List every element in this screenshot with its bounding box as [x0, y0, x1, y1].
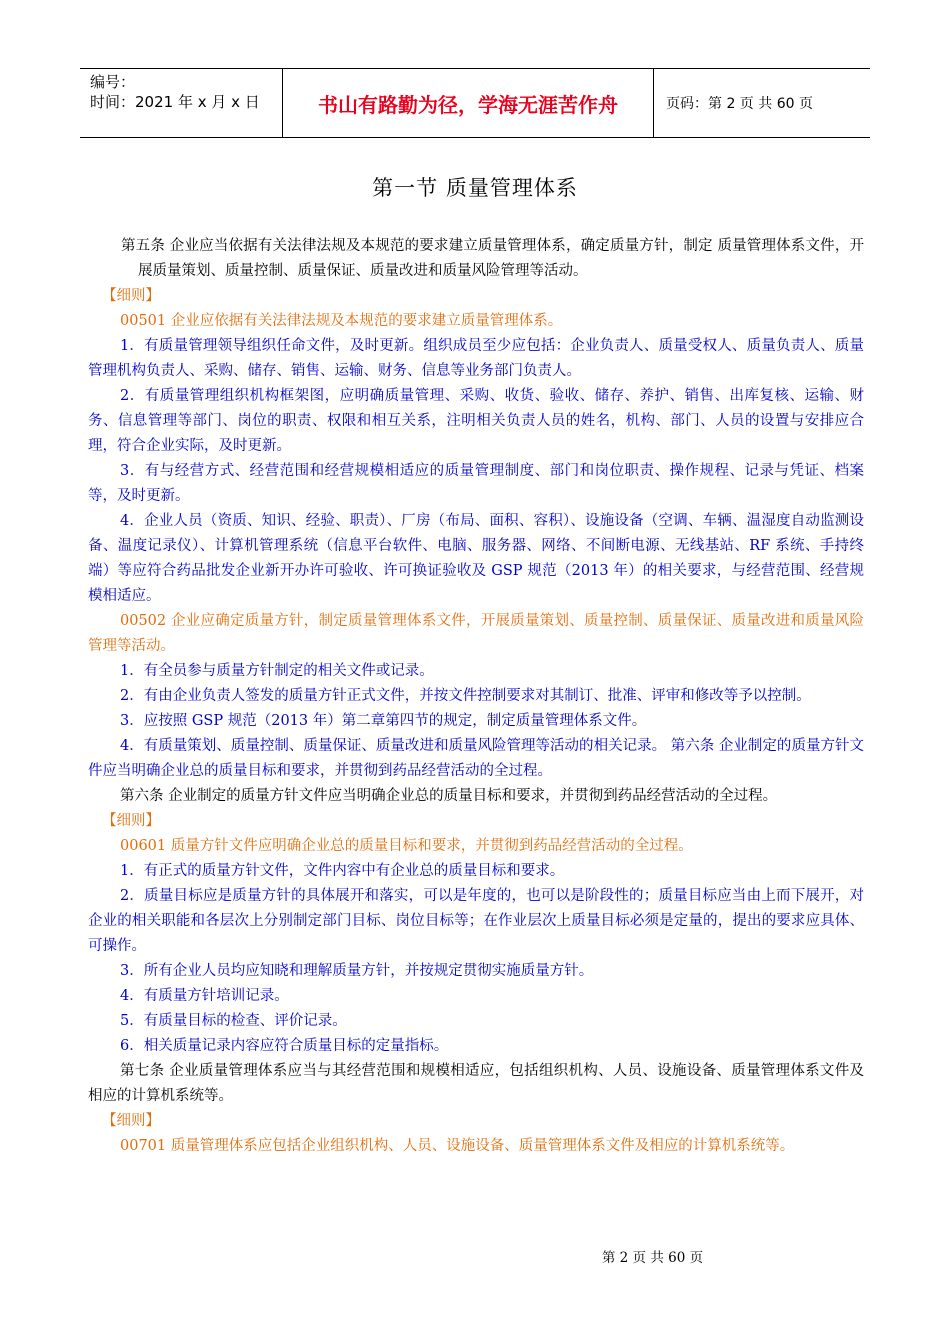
paragraph: 1．有质量管理领导组织任命文件，及时更新。组织成员至少应包括：企业负责人、质量受权人、质量负责人、质量管理机构负责人、采购、储存、销售、运输、财务、信息等业务部门负责人。	[88, 338, 864, 379]
paragraph: 00601 质量方针文件应明确企业总的质量目标和要求，并贯彻到药品经营活动的全过程。	[120, 838, 693, 854]
paragraph: 2．有质量管理组织机构框架图，应明确质量管理、采购、收货、验收、储存、养护、销售、出库复核、运输、财务、信息管理等部门、岗位的职责、权限和相互关系，注明相关负责人员的姓名，机构、部门、人员的设置与安排应合理，符合企业实际，及时更新。	[88, 388, 864, 454]
page-header-table	[80, 68, 870, 138]
section-title: 第一节 质量管理体系	[372, 176, 578, 200]
paragraph: 5．有质量目标的检查、评价记录。	[120, 1013, 347, 1029]
paragraph: 2．质量目标应是质量方针的具体展开和落实，可以是年度的，也可以是阶段性的；质量目标应当由上而下展开，对企业的相关职能和各层次上分别制定部门目标、岗位目标等；在作业层次上质量目标必须是定量的，提出的要求应具体、可操作。	[88, 888, 864, 954]
header-motto: 书山有路勤为径，学海无涯苦作舟	[282, 69, 654, 137]
time-label: 时间：2021 年 x 月 x 日	[90, 93, 260, 111]
paragraph: 4．企业人员（资质、知识、经验、职责）、厂房（布局、面积、容积）、设施设备（空调、车辆、温湿度自动监测设备、温度记录仪）、计算机管理系统（信息平台软件、电脑、服务器、网络、不间断电源、无线基站、RF 系统、手持终端）等应符合药品批发企业新开办许可验收、许可换证验收及 GSP 规范（2013 年）的相关要求，与经营范围、经营规模相适应。	[88, 513, 864, 604]
paragraph: 1．有全员参与质量方针制定的相关文件或记录。	[120, 663, 434, 679]
header-page-label: 页码：第 2 页 共 60 页	[666, 96, 813, 112]
paragraph: 3．应按照 GSP 规范（2013 年）第二章第四节的规定，制定质量管理体系文件。	[120, 713, 647, 729]
paragraph: 【细则】	[102, 813, 160, 829]
document-body	[88, 234, 864, 1159]
paragraph: 3．所有企业人员均应知晓和理解质量方针，并按规定贯彻实施质量方针。	[120, 963, 594, 979]
paragraph: 第五条 企业应当依据有关法律法规及本规范的要求建立质量管理体系，确定质量方针，制定 质量管理体系文件，开展质量策划、质量控制、质量保证、质量改进和质量风险管理等活动。	[121, 238, 864, 279]
page-footer: 第 2 页 共 60 页	[601, 1250, 704, 1266]
paragraph: 00701 质量管理体系应包括企业组织机构、人员、设施设备、质量管理体系文件及相应的计算机系统等。	[120, 1138, 795, 1154]
paragraph: 3．有与经营方式、经营范围和经营规模相适应的质量管理制度、部门和岗位职责、操作规程、记录与凭证、档案等，及时更新。	[88, 463, 864, 504]
header-meta-cell	[80, 69, 282, 137]
paragraph: 00501 企业应依据有关法律法规及本规范的要求建立质量管理体系。	[120, 313, 563, 329]
paragraph: 6．相关质量记录内容应符合质量目标的定量指标。	[120, 1038, 449, 1054]
paragraph: 第七条 企业质量管理体系应当与其经营范围和规模相适应，包括组织机构、人员、设施设备、质量管理体系文件及相应的计算机系统等。	[88, 1063, 864, 1104]
paragraph: 4．有质量策划、质量控制、质量保证、质量改进和质量风险管理等活动的相关记录。 第六条 企业制定的质量方针文件应当明确企业总的质量目标和要求，并贯彻到药品经营活动的全过程。	[88, 738, 864, 779]
paragraph: 【细则】	[102, 1113, 160, 1129]
paragraph: 【细则】	[102, 288, 160, 304]
paragraph: 第六条 企业制定的质量方针文件应当明确企业总的质量目标和要求，并贯彻到药品经营活动的全过程。	[120, 788, 778, 804]
paragraph: 2．有由企业负责人签发的质量方针正式文件，并按文件控制要求对其制订、批准、评审和修改等予以控制。	[120, 688, 811, 704]
paragraph: 1．有正式的质量方针文件，文件内容中有企业总的质量目标和要求。	[120, 863, 565, 879]
paragraph: 4．有质量方针培训记录。	[120, 988, 289, 1004]
paragraph: 00502 企业应确定质量方针，制定质量管理体系文件，开展质量策划、质量控制、质量保证、质量改进和质量风险管理等活动。	[88, 613, 864, 654]
number-label: 编号：	[90, 73, 136, 91]
